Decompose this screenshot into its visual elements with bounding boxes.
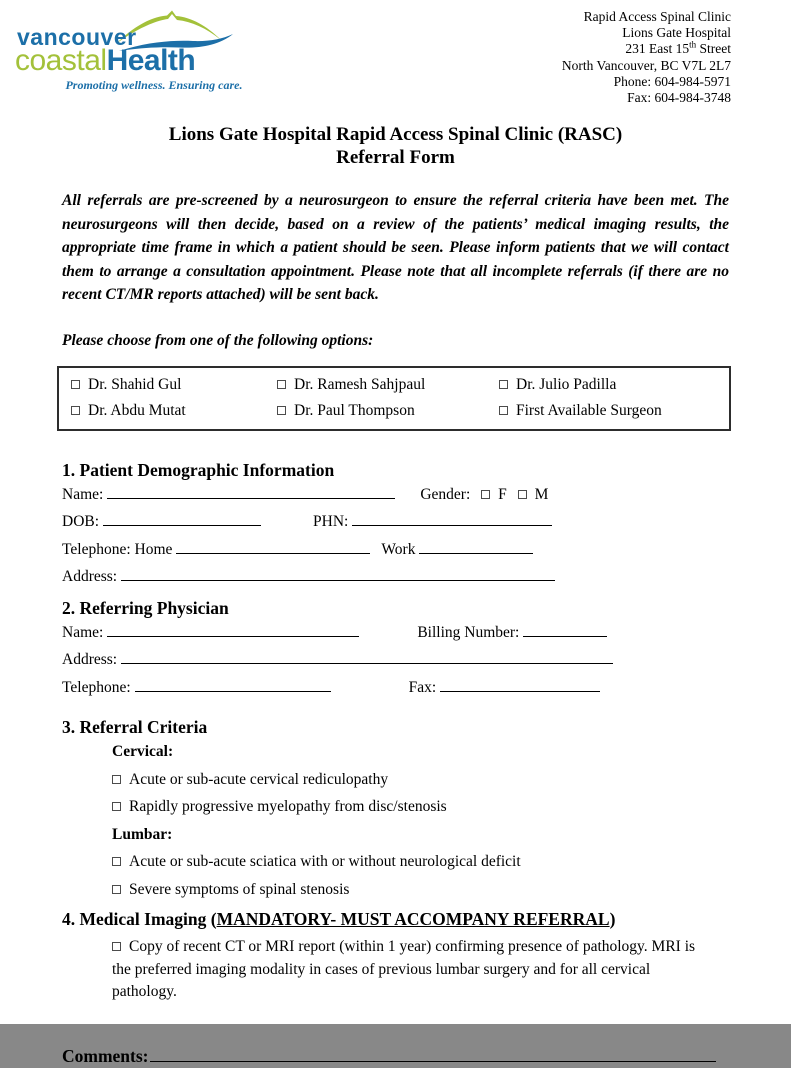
- checkbox-surgeon-julio-padilla[interactable]: [499, 380, 508, 389]
- section3-heading: 3. Referral Criteria: [62, 717, 208, 737]
- physician-address-label: Address:: [62, 651, 118, 668]
- billing-number-input[interactable]: [523, 623, 607, 637]
- criteria-item-label: Acute or sub-acute cervical rediculopathy: [129, 770, 389, 788]
- telephone-work-input[interactable]: [419, 540, 533, 554]
- address-line-clinic: Rapid Access Spinal Clinic: [583, 9, 731, 24]
- surgeon-option: [71, 401, 277, 421]
- physician-telephone-label: Telephone:: [62, 678, 131, 696]
- patient-dob-row: [62, 508, 729, 536]
- criteria-item: [112, 793, 729, 821]
- surgeon-option-label: Dr. Ramesh Sahjpaul: [294, 375, 426, 393]
- comments-input[interactable]: [150, 1046, 716, 1062]
- surgeon-options-box: [57, 366, 731, 431]
- physician-name-input[interactable]: [107, 623, 359, 637]
- physician-telephone-row: [62, 674, 729, 702]
- criteria-item-label: Severe symptoms of spinal stenosis: [129, 880, 350, 898]
- choose-prompt: Please choose from one of the following options:: [62, 331, 374, 349]
- checkbox-surgeon-shahid-gul[interactable]: [71, 380, 80, 389]
- lumbar-subheading: Lumbar:: [112, 825, 173, 843]
- patient-address-input[interactable]: [121, 567, 555, 581]
- surgeon-option: [277, 401, 499, 421]
- address-line-fax: Fax: 604-984-3748: [627, 90, 731, 106]
- patient-telephone-row: [62, 536, 729, 564]
- fax-label: Fax:: [408, 678, 437, 696]
- physician-telephone-input[interactable]: [135, 678, 331, 692]
- checkbox-gender-male[interactable]: [518, 490, 527, 499]
- dob-label: DOB:: [62, 513, 100, 530]
- criteria-item: [112, 766, 729, 794]
- criteria-item-label: Acute or sub-acute sciatica with or without neurological deficit: [129, 853, 521, 870]
- logo-text-coastal-health: [15, 44, 195, 78]
- mandatory-underlined-text: MANDATORY- MUST ACCOMPANY REFERRAL: [216, 909, 610, 929]
- checkbox-first-available-surgeon[interactable]: [499, 406, 508, 415]
- page-header: [0, 8, 791, 110]
- patient-name-label: Name:: [62, 485, 104, 503]
- surgeon-option-label: Dr. Paul Thompson: [294, 401, 415, 419]
- patient-address-label: Address:: [62, 568, 118, 585]
- telephone-home-input[interactable]: [176, 540, 370, 554]
- address-line-city: North Vancouver, BC V7L 2L7: [561, 57, 731, 73]
- medical-imaging-item: [112, 936, 712, 1004]
- referral-criteria-block: [112, 738, 729, 903]
- address-line-phone: Phone: 604-984-5971: [613, 73, 731, 89]
- section2-heading: 2. Referring Physician: [62, 597, 229, 618]
- surgeon-option-label: First Available Surgeon: [516, 401, 662, 419]
- patient-address-row: [62, 563, 729, 591]
- checkbox-surgeon-abdu-mutat[interactable]: [71, 406, 80, 415]
- vch-logo: [15, 8, 247, 104]
- clinic-address-block: [562, 8, 731, 106]
- fax-input[interactable]: [440, 678, 600, 692]
- intro-paragraph: All referrals are pre-screened by a neurosurgeon to ensure the referral criteria have been met. The neurosurgeons will then decide, based on a review of the patients’ medical imaging results, the appropriate time frame in which a patient should be seen. Please inform patients that we will contact them to arrange a consultation appointment. Please note that all incomplete referrals (if there are no recent CT/MR reports attached) will be sent back.: [62, 192, 729, 303]
- section4-heading: 4. Medical Imaging (MANDATORY- MUST ACCOMPANY REFERRAL): [62, 909, 616, 929]
- physician-address-input[interactable]: [121, 650, 613, 664]
- surgeon-option: [277, 375, 499, 395]
- logo-text-health: Health: [106, 44, 196, 77]
- logo-text-vancouver: vancouver: [17, 24, 137, 50]
- checkbox-progressive-myelopathy[interactable]: [112, 802, 121, 811]
- criteria-item-label: Rapidly progressive myelopathy from disc/stenosis: [129, 798, 447, 815]
- surgeon-option-label: Dr. Julio Padilla: [516, 375, 617, 393]
- gender-female-label: F: [498, 485, 507, 503]
- patient-name-input[interactable]: [107, 485, 395, 499]
- dob-input[interactable]: [103, 512, 261, 526]
- street-ordinal-sup: th: [689, 39, 697, 50]
- cervical-subheading: Cervical:: [112, 743, 174, 760]
- physician-name-row: [62, 619, 729, 647]
- checkbox-surgeon-ramesh-sahjpaul[interactable]: [277, 380, 286, 389]
- form-title-line1: Lions Gate Hospital Rapid Access Spinal Clinic (RASC): [168, 124, 623, 145]
- surgeon-option: [499, 401, 719, 421]
- form-title-line2: Referral Form: [336, 147, 455, 168]
- physician-name-label: Name:: [62, 623, 104, 641]
- checkbox-sciatica[interactable]: [112, 857, 121, 866]
- criteria-item: [112, 848, 729, 876]
- address-line-street: 231 East 15th Street: [625, 39, 731, 57]
- telephone-home-label: Telephone: Home: [62, 540, 173, 558]
- patient-name-row: [62, 481, 729, 509]
- phn-label: PHN:: [313, 513, 349, 530]
- billing-number-label: Billing Number:: [417, 623, 520, 641]
- gender-male-label: M: [534, 485, 549, 503]
- comments-row: [62, 1044, 729, 1068]
- logo-tagline: Promoting wellness. Ensuring care.: [65, 78, 243, 92]
- surgeon-option: [71, 375, 277, 395]
- gender-label: Gender:: [420, 485, 471, 503]
- comments-label: Comments:: [62, 1045, 149, 1066]
- checkbox-surgeon-paul-thompson[interactable]: [277, 406, 286, 415]
- phn-input[interactable]: [352, 512, 552, 526]
- medical-imaging-item-label: Copy of recent CT or MRI report (within 1 year) confirming presence of pathology. MRI is the preferred imaging modality in cases of previous lumbar surgery and for all cervical pathology.: [112, 938, 696, 1000]
- checkbox-ct-mri-report[interactable]: [112, 942, 121, 951]
- address-line-hospital: Lions Gate Hospital: [622, 25, 731, 41]
- logo-text-coastal: coastal: [15, 44, 107, 77]
- surgeon-option-label: Dr. Abdu Mutat: [88, 401, 186, 419]
- checkbox-spinal-stenosis[interactable]: [112, 885, 121, 894]
- section1-heading: 1. Patient Demographic Information: [62, 459, 335, 480]
- work-label: Work: [381, 540, 416, 558]
- physician-address-row: [62, 646, 729, 674]
- form-title: [62, 123, 729, 169]
- surgeon-option-label: Dr. Shahid Gul: [88, 375, 182, 393]
- checkbox-cervical-rediculopathy[interactable]: [112, 775, 121, 784]
- checkbox-gender-female[interactable]: [481, 490, 490, 499]
- criteria-item: [112, 876, 729, 904]
- surgeon-option: [499, 375, 719, 395]
